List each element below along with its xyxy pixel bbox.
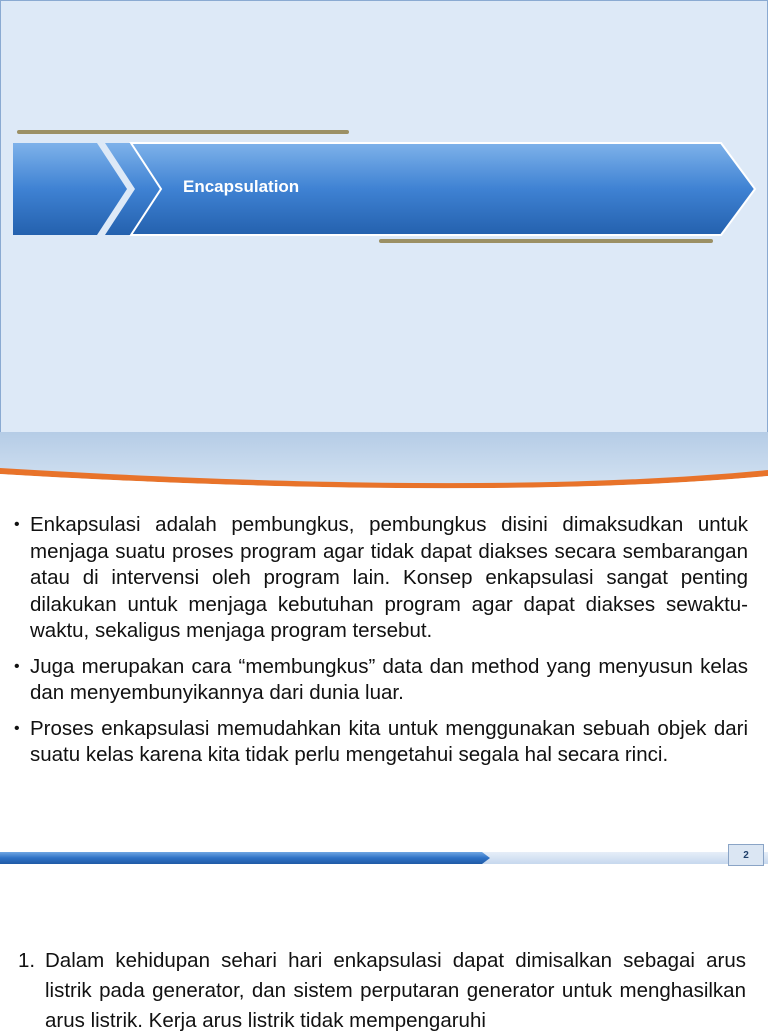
list-text: Dalam kehidupan sehari hari enkapsulasi dapat dimisalkan sebagai arus listrik pada generator, dan sistem perputaran generator untuk menghasilkan arus listrik. Kerja arus listrik tidak mempengaruhi (45, 949, 746, 1032)
numbered-list (18, 946, 746, 1036)
list-item (14, 716, 748, 769)
list-item (14, 512, 748, 645)
chevron-arrow-icon (13, 141, 757, 237)
list-item (14, 654, 748, 707)
bullet-text: Proses enkapsulasi memudahkan kita untuk menggunakan sebuah objek dari suatu kelas karena kita tidak perlu mengetahui segala hal secara rinci. (30, 716, 748, 766)
bullet-text: Enkapsulasi adalah pembungkus, pembungkus disini dimaksudkan untuk menjaga suatu proses program agar tidak dapat diakses secara sembarangan atau di intervensi oleh program lain. Konsep enkapsulasi sangat penting dilakukan untuk menjaga kebutuhan program agar dapat diakses sewaktu-waktu, sekaligus menjaga program tersebut. (30, 513, 748, 642)
gold-line-top (17, 130, 349, 134)
bullet-icon: • (14, 719, 20, 737)
list-number: 1. (18, 949, 36, 972)
bullet-list (14, 512, 748, 778)
bullet-icon: • (14, 516, 20, 533)
page-number-badge: 2 (728, 844, 764, 866)
gold-line-bottom (379, 239, 713, 243)
bullet-text: Juga merupakan cara “membungkus” data dan method yang menyusun kelas dan menyembunyikannya dari dunia luar. (30, 654, 748, 704)
footer-arrow-bar (0, 846, 768, 870)
list-item (18, 946, 746, 1036)
slide-title-panel (0, 0, 768, 434)
slide-title: Encapsulation (183, 177, 300, 196)
bullet-icon: • (14, 657, 20, 675)
title-banner (13, 141, 757, 237)
header-wave-band (0, 432, 768, 492)
